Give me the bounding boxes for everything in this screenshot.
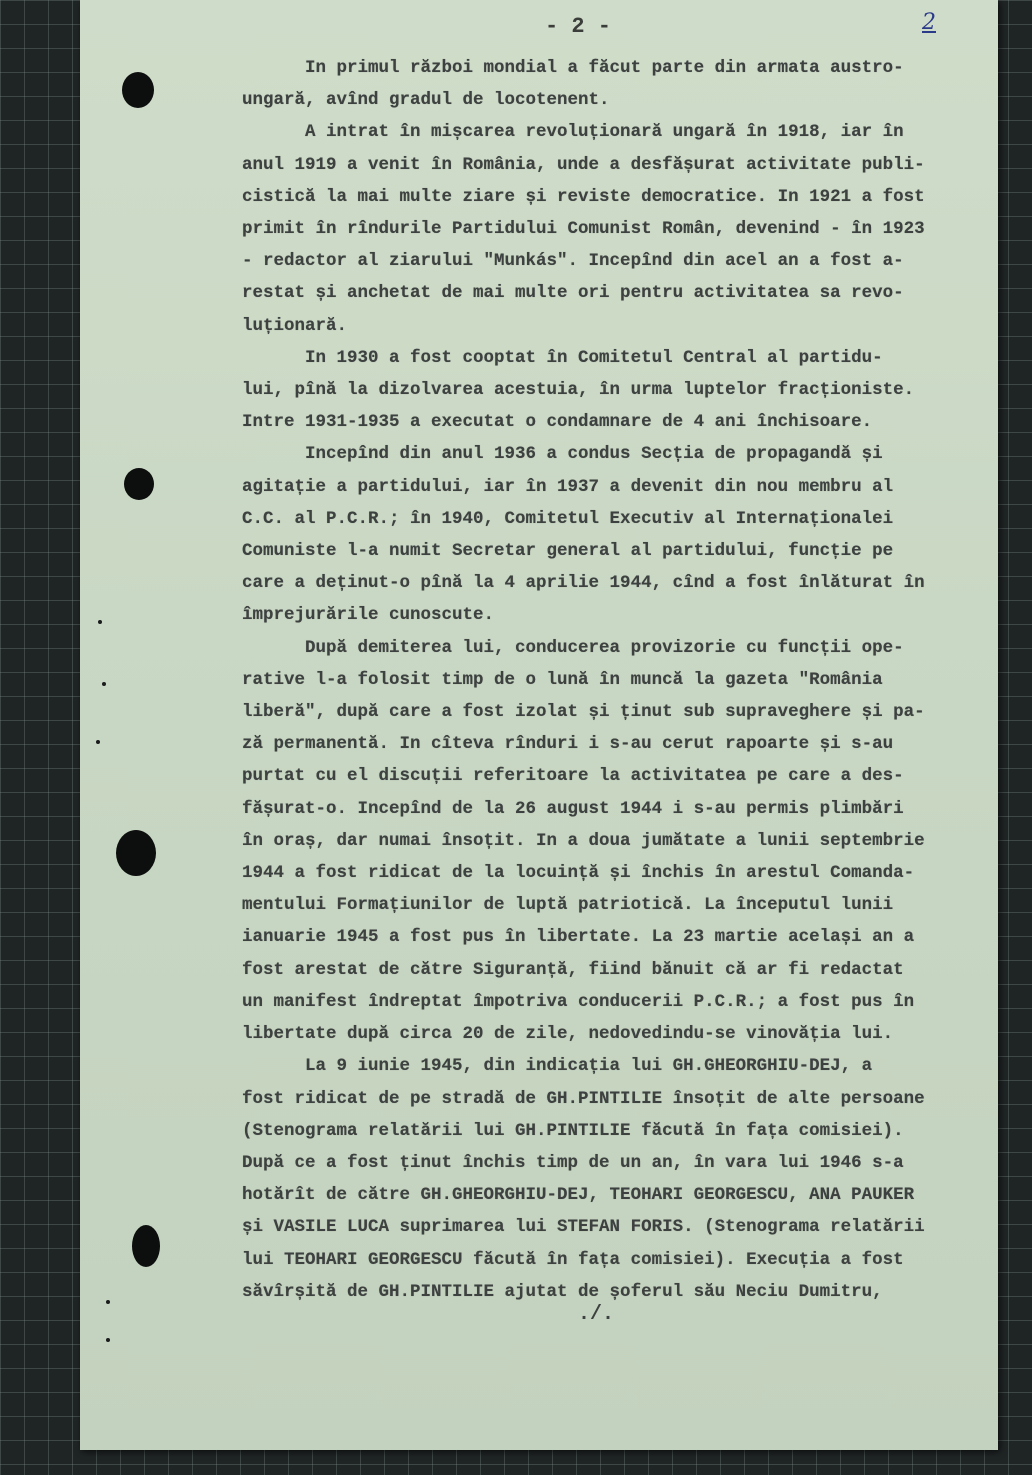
text-line: luționară. — [242, 315, 348, 336]
text-line: anul 1919 a venit în România, unde a desfășurat activitate publi- — [242, 154, 925, 175]
text-line: și VASILE LUCA suprimarea lui STEFAN FORIS. (Stenograma relatării — [242, 1217, 925, 1238]
page-number: - 2 - — [545, 14, 612, 39]
text-line: lui TEOHARI GEORGESCU făcută în fața comisiei). Execuția a fost — [242, 1249, 904, 1270]
punch-hole — [122, 72, 154, 108]
text-line: In 1930 a fost cooptat în Comitetul Central al partidu- — [242, 347, 883, 368]
text-line: fost ridicat de pe stradă de GH.PINTILIE însoțit de alte persoane — [242, 1088, 925, 1109]
text-line: După ce a fost ținut închis timp de un an, în vara lui 1946 s-a — [242, 1152, 904, 1173]
text-line: cistică la mai multe ziare și reviste democratice. In 1921 a fost — [242, 186, 925, 207]
text-line: care a deținut-o pînă la 4 aprilie 1944, cînd a fost înlăturat în — [242, 573, 925, 594]
text-line: săvîrșită de GH.PINTILIE ajutat de șoferul său Neciu Dumitru, — [242, 1281, 883, 1302]
text-line: ză permanentă. In cîteva rînduri i s-au cerut rapoarte și s-au — [242, 734, 894, 755]
text-line: Incepînd din anul 1936 a condus Secția de propagandă și — [242, 444, 883, 465]
text-line: libertate după circa 20 de zile, nedovedindu-se vinovăția lui. — [242, 1024, 894, 1045]
text-line: fășurat-o. Incepînd de la 26 august 1944 i s-au permis plimbări — [242, 798, 904, 819]
text-line: agitație a partidului, iar în 1937 a devenit din nou membru al — [242, 476, 894, 497]
ink-speck — [98, 620, 102, 624]
text-line: mentului Formațiunilor de luptă patriotică. La începutul lunii — [242, 895, 894, 916]
text-line: un manifest îndreptat împotriva conducerii P.C.R.; a fost pus în — [242, 991, 915, 1012]
punch-hole — [132, 1225, 160, 1267]
text-line: Comuniste l-a numit Secretar general al partidului, funcție pe — [242, 541, 894, 562]
text-line: (Stenograma relatării lui GH.PINTILIE făcută în fața comisiei). — [242, 1120, 904, 1141]
text-line: împrejurările cunoscute. — [242, 605, 495, 626]
text-line: Intre 1931-1935 a executat o condamnare de 4 ani închisoare. — [242, 412, 873, 433]
ink-speck — [96, 740, 100, 744]
text-line: fost arestat de către Siguranță, fiind bănuit că ar fi redactat — [242, 959, 904, 980]
ink-speck — [106, 1300, 110, 1304]
text-line: purtat cu el discuții referitoare la activitatea pe care a des- — [242, 766, 904, 787]
text-line: La 9 iunie 1945, din indicația lui GH.GHEORGHIU-DEJ, a — [242, 1056, 873, 1077]
text-line: - redactor al ziarului "Munkás". Incepînd din acel an a fost a- — [242, 251, 904, 272]
text-line: liberă", după care a fost izolat și ținut sub supraveghere și pa- — [242, 702, 925, 723]
text-line: în oraș, dar numai însoțit. In a doua jumătate a lunii septembrie — [242, 830, 925, 851]
ink-speck — [102, 682, 106, 686]
punch-hole — [124, 468, 154, 500]
text-line: C.C. al P.C.R.; în 1940, Comitetul Executiv al Internaționalei — [242, 508, 894, 529]
text-line: restat și anchetat de mai multe ori pentru activitatea sa revo- — [242, 283, 904, 304]
folio-mark: 2 — [922, 10, 936, 35]
text-line: După demiterea lui, conducerea provizorie cu funcții ope- — [242, 637, 904, 658]
text-line: ungară, avînd gradul de locotenent. — [242, 90, 610, 111]
typed-text-body — [242, 52, 1002, 1308]
text-line: rative l-a folosit timp de o lună în muncă la gazeta "România — [242, 669, 883, 690]
text-line: hotărît de către GH.GHEORGHIU-DEJ, TEOHARI GEORGESCU, ANA PAUKER — [242, 1185, 915, 1206]
text-line: ianuarie 1945 a fost pus în libertate. La 23 martie același an a — [242, 927, 915, 948]
text-line: In primul război mondial a făcut parte din armata austro- — [242, 58, 904, 78]
text-line: primit în rîndurile Partidului Comunist Român, devenind - în 1923 — [242, 219, 925, 240]
text-line: 1944 a fost ridicat de la locuință și închis în arestul Comanda- — [242, 863, 915, 884]
text-line: A intrat în mișcarea revoluționară ungară în 1918, iar în — [242, 122, 904, 143]
punch-hole — [116, 830, 156, 876]
continuation-mark: ./. — [578, 1303, 615, 1326]
ink-speck — [106, 1338, 110, 1342]
text-line: lui, pînă la dizolvarea acestuia, în urma luptelor fracționiste. — [242, 380, 915, 401]
